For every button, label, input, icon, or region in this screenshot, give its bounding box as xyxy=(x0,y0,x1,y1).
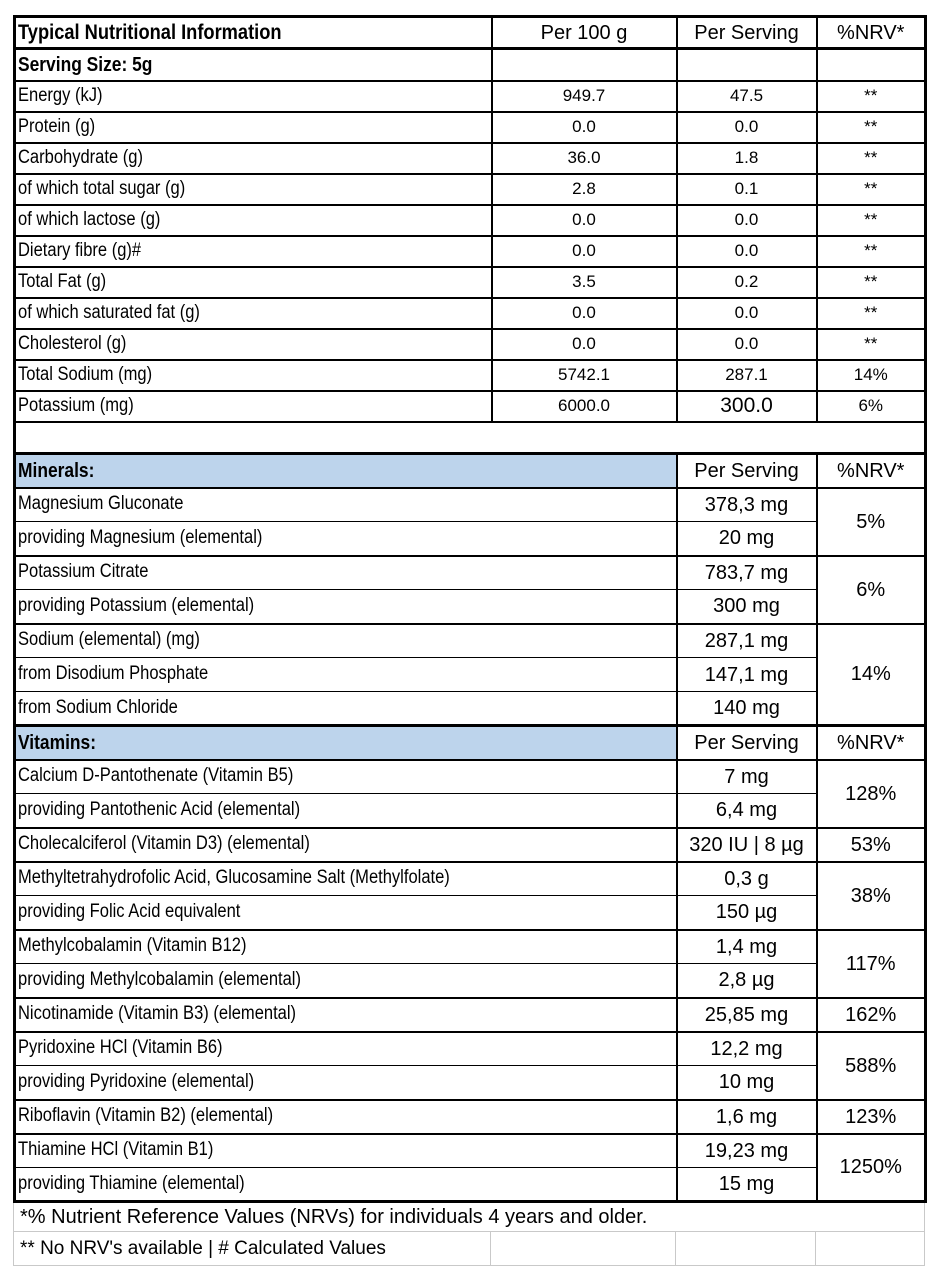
row-label-cell xyxy=(15,112,492,143)
row-label-cell xyxy=(15,391,492,422)
per-100g-value: 0.0 xyxy=(492,236,677,267)
per-serving-value: 147,1 mg xyxy=(677,658,817,692)
row-label: providing Pyridoxine (elemental) xyxy=(18,1070,255,1092)
per-serving-value: 10 mg xyxy=(677,1066,817,1100)
row-label-cell xyxy=(15,522,677,556)
nutrient-row-total-fat xyxy=(15,267,926,298)
row-label: Methyltetrahydrofolic Acid, Glucosamine Salt (Methylfolate) xyxy=(18,867,450,889)
row-label: providing Thiamine (elemental) xyxy=(18,1172,245,1194)
row-label-cell xyxy=(15,828,677,862)
nrv-value: 117% xyxy=(817,930,926,998)
nrv-value: ** xyxy=(817,112,926,143)
row-label-cell xyxy=(15,298,492,329)
per-100g-value: 949.7 xyxy=(492,81,677,112)
per-serving-value: 783,7 mg xyxy=(677,556,817,590)
row-label-cell xyxy=(15,1032,677,1066)
row-label: Total Fat (g) xyxy=(18,270,107,292)
row-label: Dietary fibre (g)# xyxy=(18,239,142,261)
nutrition-table xyxy=(13,15,927,1203)
row-label-cell xyxy=(15,143,492,174)
minerals-section-header xyxy=(15,454,926,488)
row-label: from Sodium Chloride xyxy=(18,696,178,718)
header-row xyxy=(15,17,926,49)
nrv-value: ** xyxy=(817,143,926,174)
row-label-cell xyxy=(15,964,677,998)
vitamin-row-b1 xyxy=(15,1134,926,1168)
footnote-symbols-note: ** No NRV's available | # Calculated Values xyxy=(14,1232,491,1266)
nrv-value: ** xyxy=(817,205,926,236)
per-serving-value: 378,3 mg xyxy=(677,488,817,522)
per-100g-value: 0.0 xyxy=(492,298,677,329)
row-label: Carbohydrate (g) xyxy=(18,146,143,168)
nrv-value: 6% xyxy=(817,556,926,624)
row-label-cell xyxy=(15,360,492,391)
row-label-cell xyxy=(15,1134,677,1168)
per-serving-value: 140 mg xyxy=(677,692,817,726)
nutrient-row-saturated-fat xyxy=(15,298,926,329)
vitamin-row-pantothenic-acid xyxy=(15,794,926,828)
row-label-cell xyxy=(15,236,492,267)
nutrient-row-energy xyxy=(15,81,926,112)
per-serving-value: 0.0 xyxy=(677,298,817,329)
nrv-value: 6% xyxy=(817,391,926,422)
per-100g-value: 5742.1 xyxy=(492,360,677,391)
per-100g-value: 0.0 xyxy=(492,329,677,360)
per-serving-value: 300 mg xyxy=(677,590,817,624)
nrv-value: 1250% xyxy=(817,1134,926,1202)
empty-cell xyxy=(491,1232,676,1266)
empty-cell xyxy=(677,49,817,81)
row-label: from Disodium Phosphate xyxy=(18,663,209,685)
row-label: Pyridoxine HCl (Vitamin B6) xyxy=(18,1037,223,1059)
per-serving-value: 7 mg xyxy=(677,760,817,794)
empty-cell xyxy=(492,49,677,81)
minerals-title: Minerals: xyxy=(18,459,95,482)
vitamin-row-methylfolate xyxy=(15,862,926,896)
per-100g-value: 3.5 xyxy=(492,267,677,298)
footnotes-table xyxy=(13,1203,925,1266)
row-label: providing Magnesium (elemental) xyxy=(18,526,263,548)
per-100g-value: 2.8 xyxy=(492,174,677,205)
nrv-value: 128% xyxy=(817,760,926,828)
empty-cell xyxy=(676,1232,816,1266)
per-serving-value: 20 mg xyxy=(677,522,817,556)
nutrient-row-lactose xyxy=(15,205,926,236)
per-serving-value: 6,4 mg xyxy=(677,794,817,828)
vitamin-row-b2 xyxy=(15,1100,926,1134)
per-serving-value: 2,8 µg xyxy=(677,964,817,998)
empty-cell xyxy=(817,49,926,81)
per-serving-value: 287,1 mg xyxy=(677,624,817,658)
per-100g-value: 0.0 xyxy=(492,205,677,236)
row-label-cell xyxy=(15,1168,677,1202)
nrv-value: ** xyxy=(817,267,926,298)
nutrient-row-cholesterol xyxy=(15,329,926,360)
per-serving-value: 19,23 mg xyxy=(677,1134,817,1168)
vitamins-col-nrv: %NRV* xyxy=(817,726,926,760)
row-label-cell xyxy=(15,760,677,794)
table-title: Typical Nutritional Information xyxy=(18,20,282,44)
row-label-cell xyxy=(15,174,492,205)
per-serving-value: 300.0 xyxy=(677,391,817,422)
col-header-per-serving: Per Serving xyxy=(677,17,817,49)
per-serving-value: 287.1 xyxy=(677,360,817,391)
per-serving-value: 0.0 xyxy=(677,236,817,267)
per-serving-value: 150 µg xyxy=(677,896,817,930)
row-label-cell xyxy=(15,862,677,896)
per-serving-value: 0,3 g xyxy=(677,862,817,896)
row-label: Thiamine HCl (Vitamin B1) xyxy=(18,1139,214,1161)
nutrient-row-protein xyxy=(15,112,926,143)
vitamins-col-per-serving: Per Serving xyxy=(677,726,817,760)
row-label-cell xyxy=(15,205,492,236)
footnote-nrv-note: *% Nutrient Reference Values (NRVs) for individuals 4 years and older. xyxy=(14,1203,925,1232)
per-serving-value: 1,4 mg xyxy=(677,930,817,964)
row-label: Potassium (mg) xyxy=(18,394,134,416)
row-label: providing Methylcobalamin (elemental) xyxy=(18,968,301,990)
nutrient-row-total-sodium xyxy=(15,360,926,391)
mineral-row-potassium-elemental xyxy=(15,590,926,624)
mineral-row-magnesium-elemental xyxy=(15,522,926,556)
mineral-row-potassium-citrate xyxy=(15,556,926,590)
per-serving-value: 15 mg xyxy=(677,1168,817,1202)
nutrient-row-carbohydrate xyxy=(15,143,926,174)
per-serving-value: 12,2 mg xyxy=(677,1032,817,1066)
row-label-cell xyxy=(15,267,492,298)
vitamin-row-methylcobalamin-elemental xyxy=(15,964,926,998)
table-title-cell xyxy=(15,17,492,49)
nrv-value: 162% xyxy=(817,998,926,1032)
nrv-value: 14% xyxy=(817,360,926,391)
vitamin-row-pyridoxine-elemental xyxy=(15,1066,926,1100)
vitamin-row-b12 xyxy=(15,930,926,964)
minerals-col-per-serving: Per Serving xyxy=(677,454,817,488)
per-serving-value: 320 IU | 8 µg xyxy=(677,828,817,862)
per-serving-value: 0.0 xyxy=(677,329,817,360)
per-serving-value: 47.5 xyxy=(677,81,817,112)
row-label: of which lactose (g) xyxy=(18,208,161,230)
per-100g-value: 0.0 xyxy=(492,112,677,143)
per-serving-value: 0.0 xyxy=(677,112,817,143)
mineral-row-disodium-phosphate xyxy=(15,658,926,692)
serving-size-text: Serving Size: 5g xyxy=(18,53,153,76)
serving-size-row xyxy=(15,49,926,81)
row-label-cell xyxy=(15,692,677,726)
vitamins-title: Vitamins: xyxy=(18,731,97,754)
row-label: Nicotinamide (Vitamin B3) (elemental) xyxy=(18,1003,297,1025)
row-label: Potassium Citrate xyxy=(18,561,149,583)
per-serving-value: 0.1 xyxy=(677,174,817,205)
row-label: Sodium (elemental) (mg) xyxy=(18,629,200,651)
col-header-nrv: %NRV* xyxy=(817,17,926,49)
row-label-cell xyxy=(15,794,677,828)
empty-cell xyxy=(15,422,926,454)
row-label-cell xyxy=(15,488,677,522)
serving-size-cell xyxy=(15,49,492,81)
nrv-value: 588% xyxy=(817,1032,926,1100)
nrv-value: 5% xyxy=(817,488,926,556)
mineral-row-sodium-elemental xyxy=(15,624,926,658)
row-label-cell xyxy=(15,896,677,930)
row-label: Methylcobalamin (Vitamin B12) xyxy=(18,935,247,957)
vitamins-section-header xyxy=(15,726,926,760)
row-label-cell xyxy=(15,998,677,1032)
row-label: Total Sodium (mg) xyxy=(18,363,153,385)
nrv-value: ** xyxy=(817,329,926,360)
row-label: of which total sugar (g) xyxy=(18,177,186,199)
nrv-value: ** xyxy=(817,174,926,205)
nutrient-row-dietary-fibre xyxy=(15,236,926,267)
nrv-value: ** xyxy=(817,236,926,267)
nrv-value: 123% xyxy=(817,1100,926,1134)
mineral-row-magnesium-gluconate xyxy=(15,488,926,522)
nrv-value: ** xyxy=(817,81,926,112)
row-label: Cholesterol (g) xyxy=(18,332,127,354)
row-label: Energy (kJ) xyxy=(18,84,103,106)
footnote-symbols-row xyxy=(14,1232,925,1266)
row-label: providing Folic Acid equivalent xyxy=(18,900,241,922)
mineral-row-sodium-chloride xyxy=(15,692,926,726)
footnote-nrv-row xyxy=(14,1203,925,1232)
nrv-value: 53% xyxy=(817,828,926,862)
row-label: Magnesium Gluconate xyxy=(18,493,184,515)
per-100g-value: 36.0 xyxy=(492,143,677,174)
row-label-cell xyxy=(15,329,492,360)
nrv-value: 14% xyxy=(817,624,926,726)
row-label-cell xyxy=(15,1066,677,1100)
row-label-cell xyxy=(15,624,677,658)
per-serving-value: 0.2 xyxy=(677,267,817,298)
vitamin-row-d3 xyxy=(15,828,926,862)
vitamin-row-b3 xyxy=(15,998,926,1032)
row-label: Cholecalciferol (Vitamin D3) (elemental) xyxy=(18,833,310,855)
col-header-per-100g: Per 100 g xyxy=(492,17,677,49)
per-100g-value: 6000.0 xyxy=(492,391,677,422)
row-label-cell xyxy=(15,81,492,112)
row-label: Riboflavin (Vitamin B2) (elemental) xyxy=(18,1105,274,1127)
row-label-cell xyxy=(15,658,677,692)
per-serving-value: 1,6 mg xyxy=(677,1100,817,1134)
minerals-col-nrv: %NRV* xyxy=(817,454,926,488)
row-label-cell xyxy=(15,1100,677,1134)
vitamin-row-b6 xyxy=(15,1032,926,1066)
row-label: Calcium D-Pantothenate (Vitamin B5) xyxy=(18,765,294,787)
per-serving-value: 1.8 xyxy=(677,143,817,174)
minerals-title-cell xyxy=(15,454,677,488)
per-serving-value: 0.0 xyxy=(677,205,817,236)
row-label-cell xyxy=(15,590,677,624)
row-label-cell xyxy=(15,930,677,964)
nutrient-row-potassium xyxy=(15,391,926,422)
row-label: providing Pantothenic Acid (elemental) xyxy=(18,798,301,820)
row-label-cell xyxy=(15,556,677,590)
nrv-value: ** xyxy=(817,298,926,329)
row-label: providing Potassium (elemental) xyxy=(18,594,255,616)
empty-cell xyxy=(816,1232,925,1266)
vitamin-row-folic-acid xyxy=(15,896,926,930)
nutrient-row-total-sugar xyxy=(15,174,926,205)
vitamins-title-cell xyxy=(15,726,677,760)
vitamin-row-thiamine-elemental xyxy=(15,1168,926,1202)
row-label: of which saturated fat (g) xyxy=(18,301,200,323)
vitamin-row-b5 xyxy=(15,760,926,794)
spacer-row xyxy=(15,422,926,454)
row-label: Protein (g) xyxy=(18,115,96,137)
nrv-value: 38% xyxy=(817,862,926,930)
per-serving-value: 25,85 mg xyxy=(677,998,817,1032)
